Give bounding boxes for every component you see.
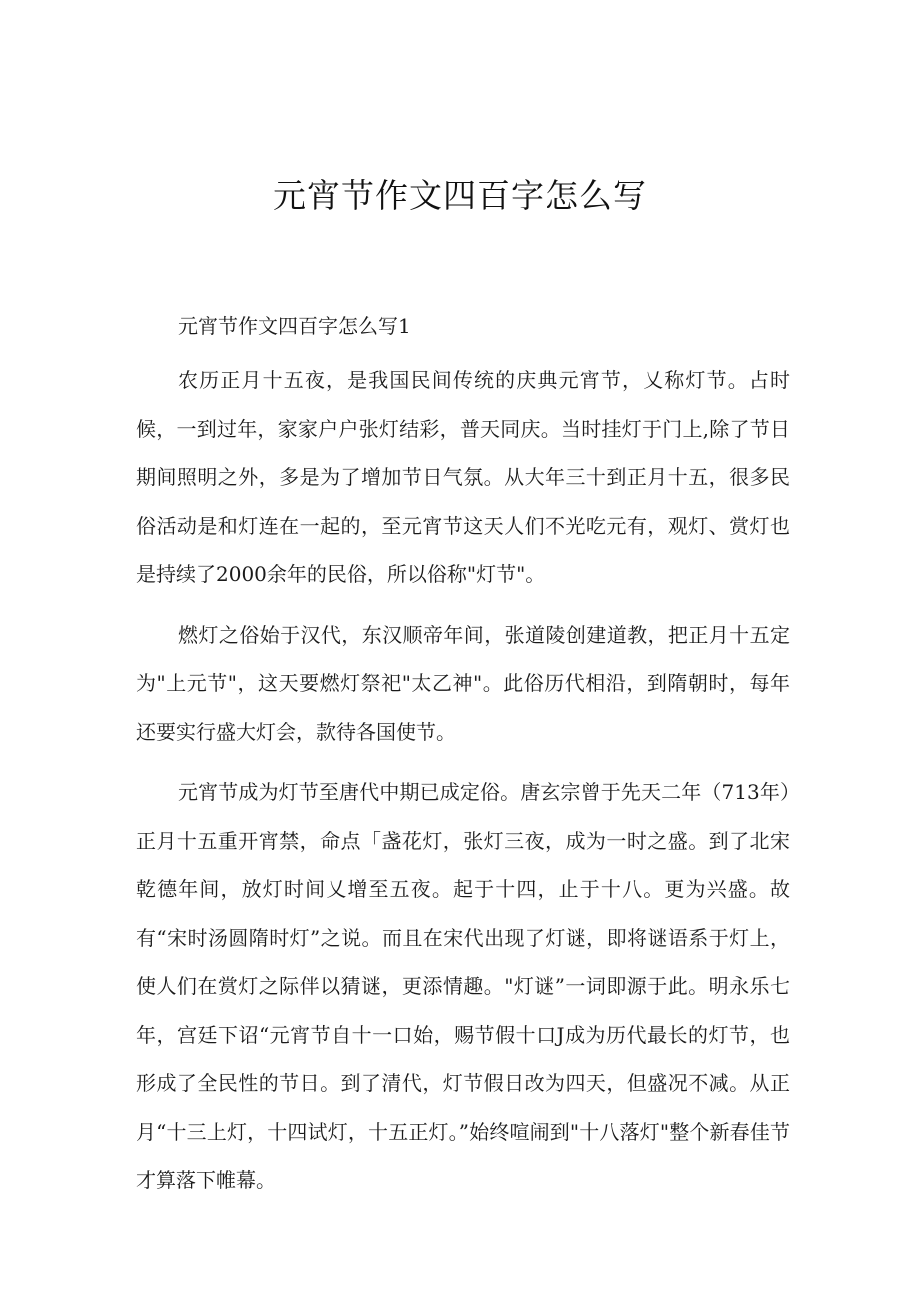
paragraph: 元宵节成为灯节至唐代中期已成定俗。唐玄宗曾于先天二年（713年）正月十五重开宵禁，命点「盏花灯，张灯三夜，成为一时之盛。到了北宋乾德年间，放灯时间乂增至五夜。起于十四，止于十八。更为兴盛。故有“宋时汤圆隋时灯”之说。而且在宋代出现了灯谜，即将谜语系于灯上，使人们在赏灯之际伴以猜谜，更添情趣。"灯谜”一词即源于此。明永乐七年，宫廷下诏“元宵节自十一口始，赐节假十口J成为历代最长的灯节，也形成了全民性的节日。到了清代，灯节假日改为四天，但盛况不减。从正月“十三上灯，十四试灯，十五正灯。”始终喧闹到"十八落灯"整个新春佳节才算落下帷幕。 bbox=[136, 780, 790, 1192]
section-heading: 元宵节作文四百字怎么写1 bbox=[178, 314, 411, 338]
paragraph: 燃灯之俗始于汉代，东汉顺帝年间，张道陵创建道教，把正月十五定为"上元节"，这天要燃灯祭祀"太乙神"。此俗历代相沿，到隋朝时，每年还要实行盛大灯会，款待各国使节。 bbox=[136, 622, 790, 744]
document-body bbox=[136, 308, 790, 1217]
paragraph: 农历正月十五夜，是我国民间传统的庆典元宵节，乂称灯节。占时候，一到过年，家家户户张灯结彩，普天同庆。当时挂灯于门上,除了节日期间照明之外，多是为了增加节日气氛。从大年三十到正月十五，很多民俗活动是和灯连在一起的，至元宵节这天人们不光吃元有，观灯、赏灯也是持续了2000余年的民俗，所以俗称"灯节"。 bbox=[136, 368, 790, 586]
document-title: 元宵节作文四百字怎么写 bbox=[273, 176, 647, 215]
